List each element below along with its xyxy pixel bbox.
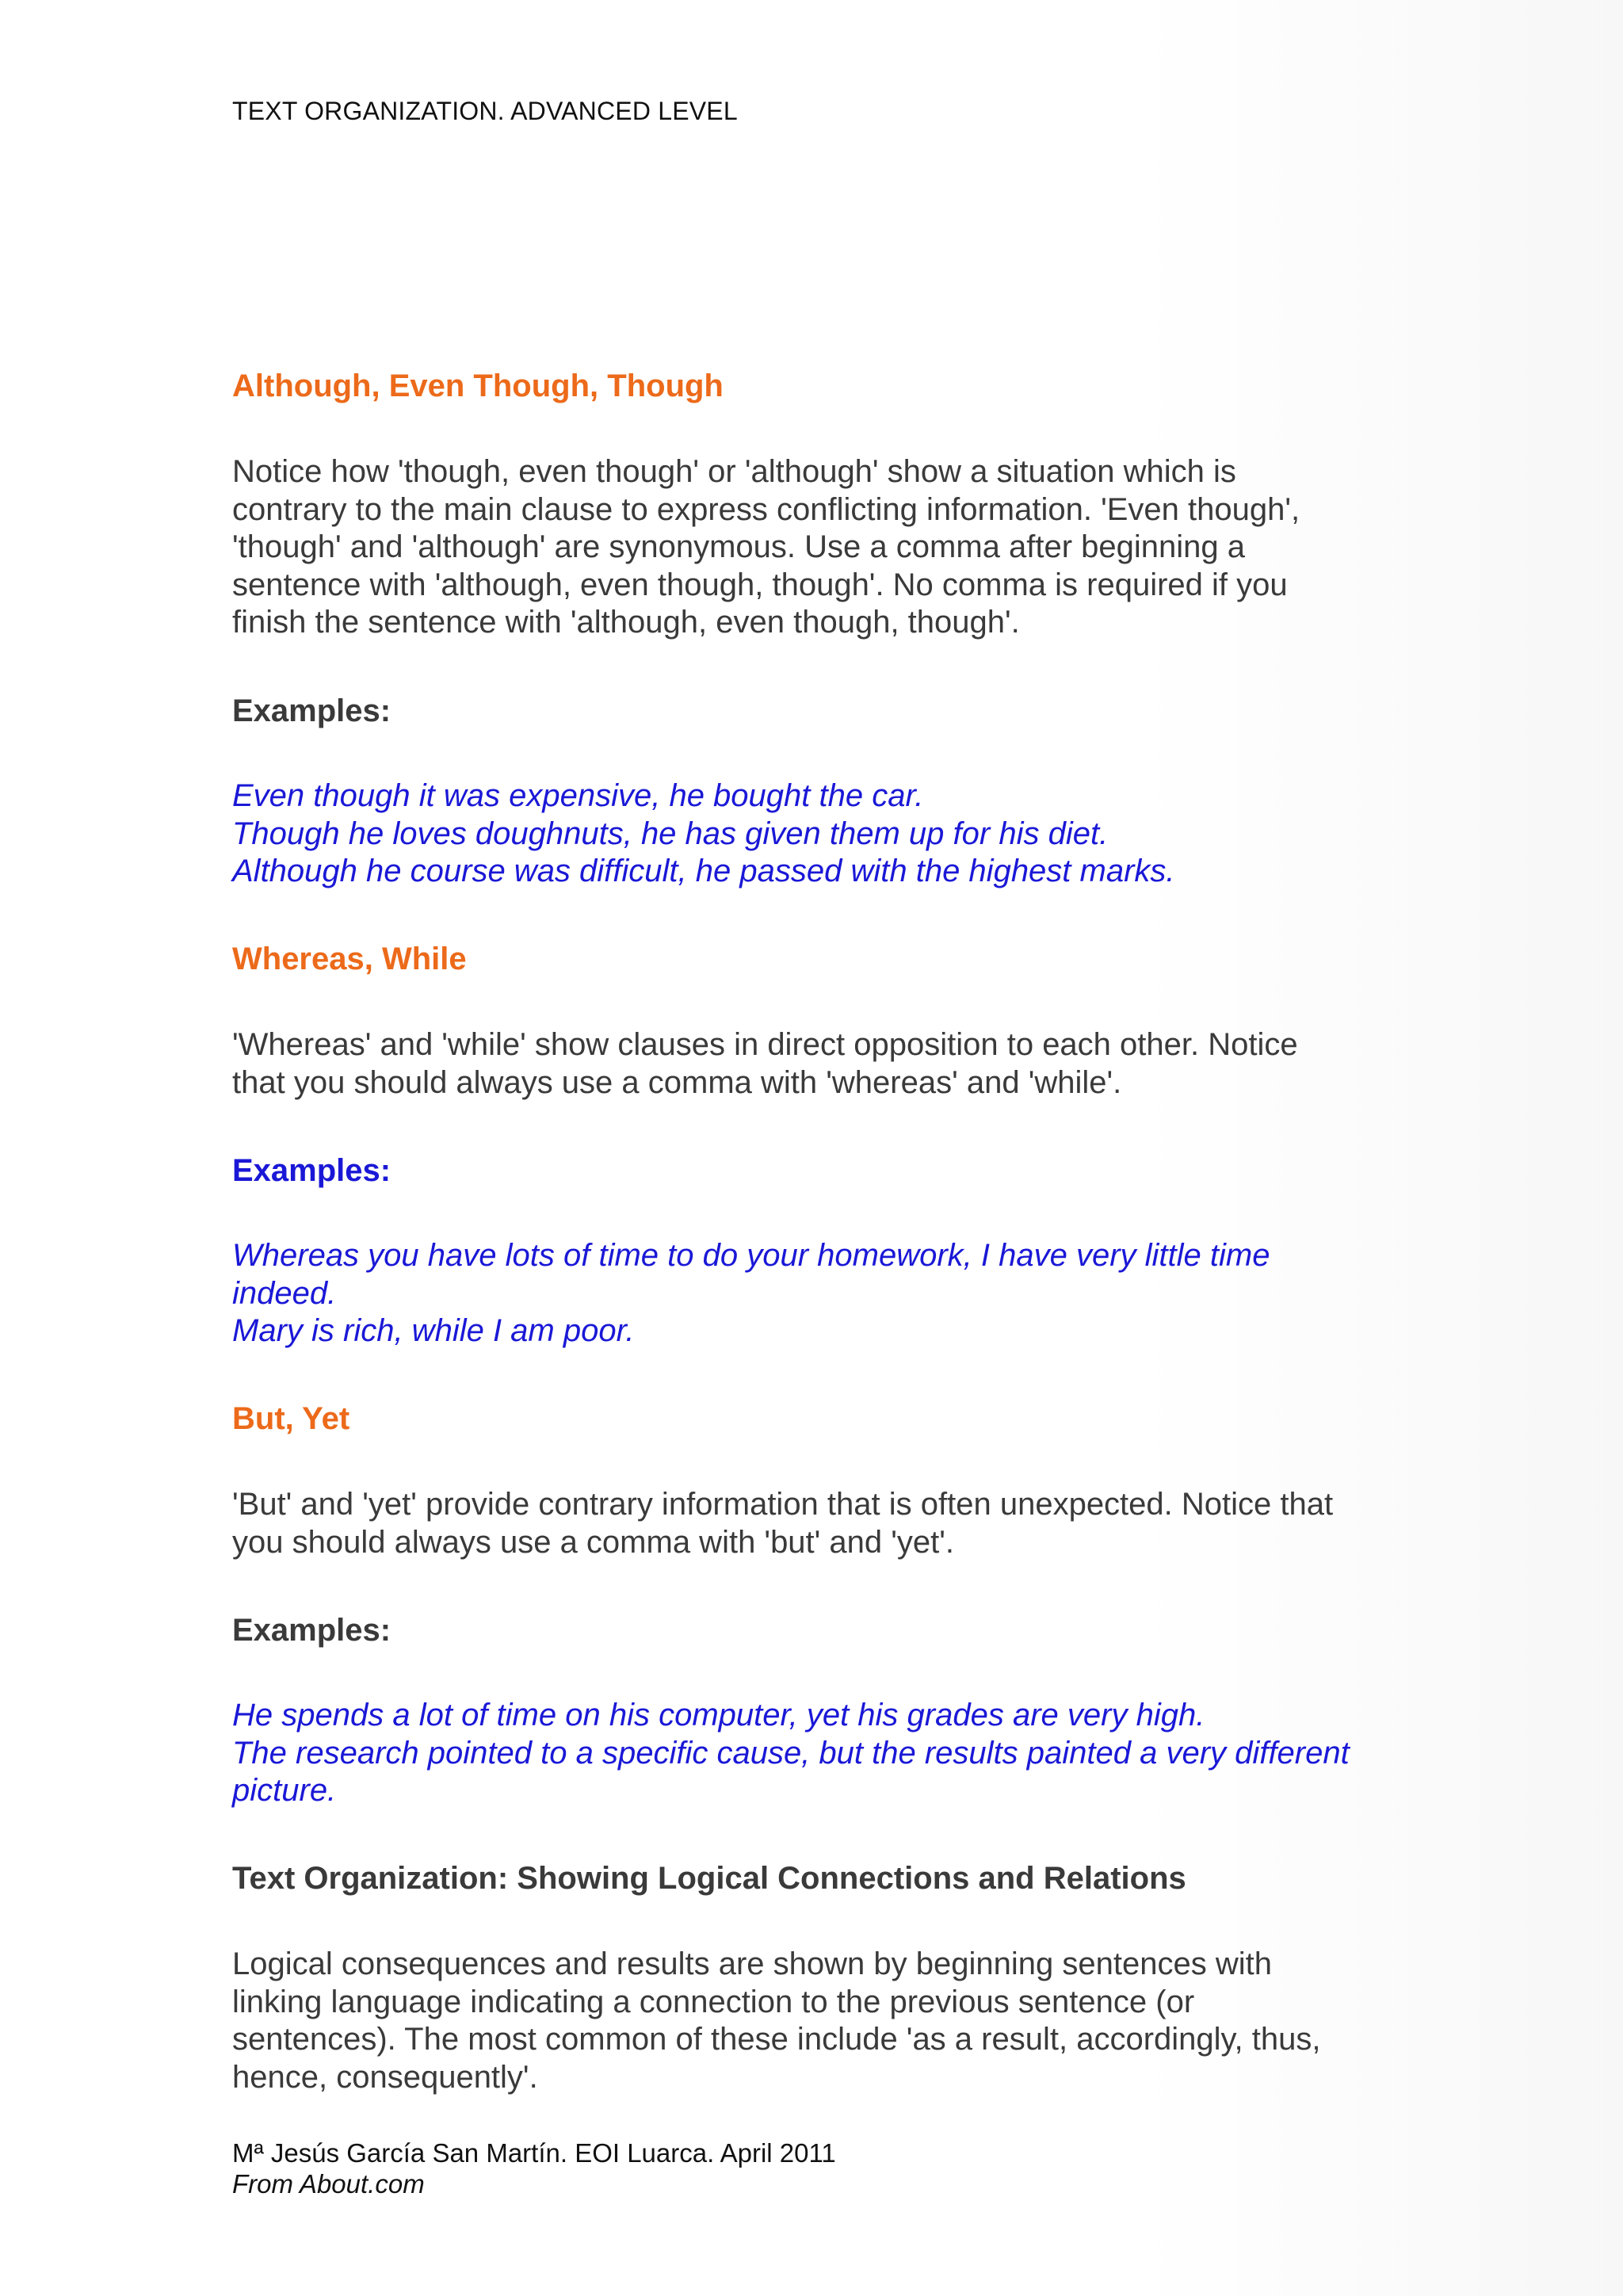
- body-line: you should always use a comma with 'but' and 'yet'.: [232, 1524, 955, 1560]
- body-line: contrary to the main clause to express conflicting information. 'Even though',: [232, 491, 1300, 527]
- section-heading-whereas: Whereas, While: [232, 942, 467, 976]
- example-line: Mary is rich, while I am poor.: [232, 1313, 635, 1348]
- example-line: Even though it was expensive, he bought the car.: [232, 778, 924, 813]
- examples-label: Examples:: [232, 1153, 391, 1188]
- body-line: sentence with 'although, even though, though'. No comma is required if you: [232, 567, 1288, 602]
- section-heading-but-yet: But, Yet: [232, 1401, 350, 1436]
- body-line: 'Whereas' and 'while' show clauses in direct opposition to each other. Notice: [232, 1027, 1298, 1062]
- section-heading-although: Although, Even Though, Though: [232, 369, 724, 403]
- examples-label: Examples:: [232, 1613, 391, 1648]
- example-line: Whereas you have lots of time to do your homework, I have very little time: [232, 1238, 1270, 1273]
- example-line: Though he loves doughnuts, he has given them up for his diet.: [232, 816, 1109, 851]
- page-footer: [232, 2137, 1405, 2199]
- section-body-although: [232, 453, 1405, 642]
- section-body-but-yet: [232, 1486, 1405, 1561]
- examples-list-although: [232, 777, 1405, 891]
- body-line: linking language indicating a connection to the previous sentence (or: [232, 1984, 1195, 2019]
- example-line: Although he course was difficult, he passed with the highest marks.: [232, 854, 1175, 888]
- body-line: that you should always use a comma with 'whereas' and 'while'.: [232, 1064, 1122, 1100]
- page-header: TEXT ORGANIZATION. ADVANCED LEVEL: [232, 97, 738, 125]
- body-line: 'But' and 'yet' provide contrary information that is often unexpected. Notice that: [232, 1487, 1334, 1522]
- body-line: sentences). The most common of these include 'as a result, accordingly, thus,: [232, 2022, 1321, 2057]
- example-line: The research pointed to a specific cause, but the results painted a very different: [232, 1735, 1350, 1771]
- examples-label: Examples:: [232, 693, 391, 728]
- body-line: hence, consequently'.: [232, 2059, 538, 2095]
- examples-list-but-yet: [232, 1697, 1405, 1810]
- example-line: picture.: [232, 1773, 337, 1808]
- body-line: 'though' and 'although' are synonymous. Use a comma after beginning a: [232, 529, 1246, 564]
- body-line: Logical consequences and results are shown by beginning sentences with: [232, 1946, 1272, 1981]
- section-heading-logical-connections: Text Organization: Showing Logical Connections and Relations: [232, 1861, 1186, 1896]
- footer-source: From About.com: [232, 2169, 425, 2199]
- example-line: He spends a lot of time on his computer, yet his grades are very high.: [232, 1698, 1205, 1733]
- footer-author: Mª Jesús García San Martín. EOI Luarca. April 2011: [232, 2138, 836, 2168]
- body-line: finish the sentence with 'although, even though, though'.: [232, 605, 1020, 640]
- section-body-logical-connections: [232, 1946, 1405, 2096]
- section-body-whereas: [232, 1026, 1405, 1102]
- example-line: indeed.: [232, 1275, 337, 1311]
- examples-list-whereas: [232, 1237, 1405, 1350]
- body-line: Notice how 'though, even though' or 'although' show a situation which is: [232, 454, 1236, 489]
